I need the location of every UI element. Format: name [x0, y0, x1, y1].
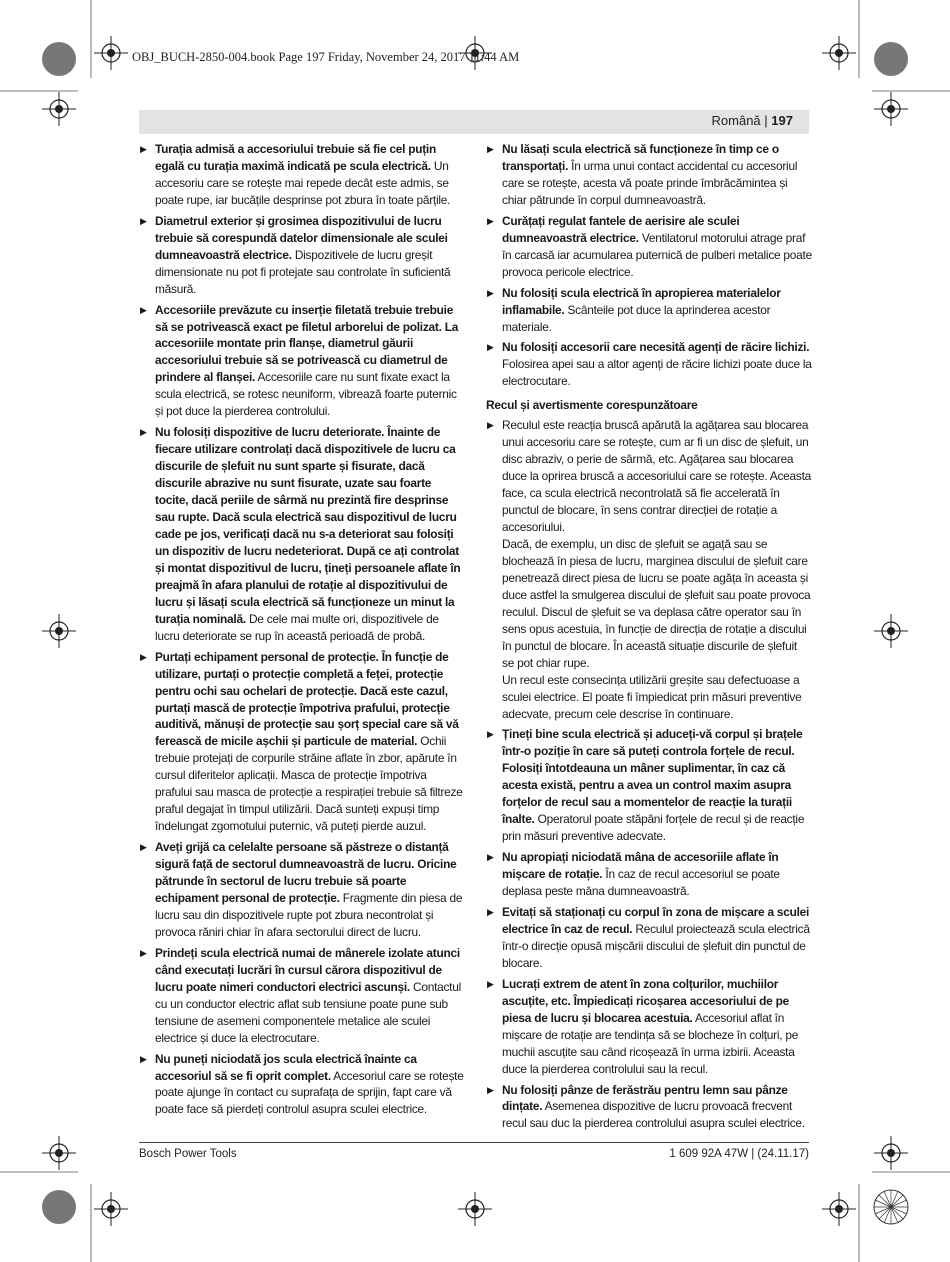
header-separator: |: [764, 113, 768, 128]
warning-item: ▶ Accesoriile prevăzute cu inserție filetată trebuie trebuie să se potrivească exact pe filetul arborelui de polizat. La accesoriile montate prin flanșe, diametrul găurii accesoriului trebuie să se potrivească cu diametrul de prindere al flanșei. Accesoriile care nu sunt fixate exact la scula electrică, se rotesc neuniform, vibrează foarte puternic și pot duce la pierderea controlului.: [140, 302, 459, 419]
right-column: [486, 141, 812, 1136]
warning-item: ▶ Curățați regulat fantele de aerisire ale sculei dumneavoastră electrice. Ventilatorul motorului atrage praf în carcasă iar acumularea puternică de pulberi metalice poate provoca pericole electrice.: [487, 213, 812, 279]
footer-brand: Bosch Power Tools: [139, 1148, 237, 1160]
recoil-paragraph: Dacă, de exemplu, un disc de șlefuit se agață sau se blochează în piesa de lucru, marginea discului de șlefuit care penetrează direct piesa de lucru se poate agăța în aceasta și duce astfel la smulgerea discului de șlefuit sau poate provoca reculul. Discul de șlefuit se va deplasa către operator sau în sens opus acestuia, în funcție de direcția de rotație a discului în punctul de blocare. În această situație discurile de șlefuit se pot chiar rupe.: [502, 536, 811, 670]
warning-item: ▶ Turația admisă a accesoriului trebuie să fie cel puțin egală cu turația maximă indicată pe scula electrică. Un accesoriu care se rotește mai repede decât este admis, se poate rupe, iar bucățile desprinse pot zbura în toate părțile.: [140, 142, 451, 207]
footer-doc-number: 1 609 92A 47W | (24.11.17): [669, 1148, 809, 1160]
bullet-triangle-icon: ▶: [140, 427, 147, 438]
bullet-triangle-icon: ▶: [140, 215, 147, 226]
bullet-triangle-icon: ▶: [487, 852, 494, 863]
recoil-paragraph: Reculul este reacția bruscă apărută la agățarea sau blocarea unui accesoriu care se rotește, cum ar fi un disc de șlefuit, un disc abraziv, o perie de sârmă, etc. Agățarea sau blocarea duce la oprirea bruscă a accesoriului care se rotește. Aceasta face, ca scula electrică necontrolată să fie accelerată în punctul de blocare, în sens contrar direcției de rotație a accesoriului.: [502, 418, 812, 535]
warning-item: ▶ Lucrați extrem de atent în zona colțurilor, muchiilor ascuțite, etc. Împiedicați ricoșarea accesoriului de pe piesa de lucru și blocarea acestuia. Accesoriul aflat în mișcare de rotație are tendința să se blocheze în colțuri, pe muchii ascuțite sau când ricoșează în urma izbirii. Aceasta duce la pierderea controlului sau la recul.: [487, 976, 799, 1076]
bullet-triangle-icon: ▶: [140, 947, 147, 958]
warning-item: ▶ Aveți grijă ca celelalte persoane să păstreze o distanță sigură față de sectorul dumneavoastră de lucru. Oricine pătrunde în sectorul de lucru trebuie să poarte echipament personal de protecție. Fragmente din piesa de lucru sau din dispozitivele rupte pot zbura necontrolat și provoca răniri chiar în afara sectorului direct de lucru.: [140, 840, 463, 939]
bullet-triangle-icon: ▶: [487, 144, 494, 154]
warning-item: ▶ Diametrul exterior și grosimea dispozitivului de lucru trebuie să corespundă datelor dimensionale ale sculei dumneavoastră electrice. Dispozitivele de lucru greșit dimensionate nu pot fi protejate sau controlate în suficientă măsură.: [140, 213, 451, 296]
recoil-intro: [486, 417, 812, 722]
warning-item: ▶ Nu folosiți pânze de ferăstrău pentru lemn sau pânze dințate. Asemenea dispozitive de lucru provoacă frecvent recul sau duc la pierderea controlului asupra sculei electrice.: [487, 1082, 805, 1131]
print-slug-line: OBJ_BUCH-2850-004.book Page 197 Friday, November 24, 2017 11:44 AM: [132, 50, 520, 64]
bullet-triangle-icon: ▶: [487, 215, 494, 226]
warning-item: ▶ Nu folosiți dispozitive de lucru deteriorate. Înainte de fiecare utilizare controlați dacă dispozitivele de lucru ca discurile de șlefuit nu sunt sparte și fisurate, dacă discurile abrazive nu sunt fisurate, uzate sau foarte tocite, dacă periile de sârmă nu prezintă fire desprinse sau rupte. Dacă scula electrică sau dispozitivul de lucru cade pe jos, verificați dacă nu s-a deteriorat sau folosiți un dispozitiv de lucru nedeteriorat. După ce ați controlat și montat dispozitivul de lucru, țineți persoanele aflate în preajmă în afara planului de rotație al dispozitivului de lucru și lăsați scula electrică să funcționeze un minut la turația nominală. De cele mai multe ori, dispozitivele de lucru deteriorate se rup în această perioadă de probă.: [140, 425, 461, 643]
bullet-triangle-icon: ▶: [140, 304, 147, 315]
section-heading: Recul și avertismente corespunzătoare: [486, 398, 698, 413]
warning-item: ▶ Țineți bine scula electrică și aduceți-vă corpul și brațele într-o poziție în care să puteți controla forțele de recul. Folosiți întotdeauna un mâner suplimentar, în caz că acesta există, pentru a avea un control maxim asupra forțelor de recul sau a momentelor de reacție la turații înalte. Operatorul poate stăpâni forțele de recul și de reacție prin măsuri preventive adecvate.: [487, 727, 805, 844]
bullet-triangle-icon: ▶: [140, 651, 147, 662]
warning-item: ▶ Nu apropiați niciodată mâna de accesoriile aflate în mișcare de rotație. În caz de recul accesoriul se poate deplasa peste mâna dumneavoastră.: [487, 850, 780, 899]
warning-item: ▶ Nu folosiți accesorii care necesită agenți de răcire lichizi. Folosirea apei sau a altor agenți de răcire lichizi poate duce la electrocutare.: [487, 340, 812, 389]
warning-item: ▶ Nu lăsați scula electrică să funcționeze în timp ce o transportați. În urma unui contact accidental cu accesoriul care se rotește, acesta vă poate prinde îmbrăcămintea și chiar pătrunde în corpul dumneavoastră.: [487, 142, 798, 207]
bullet-triangle-icon: ▶: [140, 842, 147, 853]
page-number: 197: [771, 113, 793, 128]
warning-item: ▶ Prindeți scula electrică numai de mânerele izolate atunci când executați lucrări în cursul cărora dispozitivul de lucru poate nimeri conductori electrici ascunși. Contactul cu un conductor electric aflat sub tensiune poate pune sub tensiune de asemeni componentele metalice ale sculei electrice și duce la electrocutare.: [140, 945, 461, 1045]
bullet-triangle-icon: ▶: [487, 1084, 494, 1095]
header-language: Română: [711, 113, 761, 128]
bullet-triangle-icon: ▶: [487, 287, 494, 298]
bullet-triangle-icon: ▶: [140, 144, 147, 154]
warning-item: ▶ Evitați să staționați cu corpul în zona de mișcare a sculei electrice în caz de recul. Reculul proiectează scula electrică într-o direcție opusă mișcării discului de șlefuit din punctul de blocare.: [487, 904, 810, 970]
header-band: [139, 110, 809, 134]
bullet-triangle-icon: ▶: [140, 1053, 147, 1064]
bullet-triangle-icon: ▶: [487, 342, 494, 353]
left-column: [139, 141, 465, 1122]
bullet-triangle-icon: ▶: [487, 420, 494, 431]
warning-item: ▶ Purtați echipament personal de protecție. În funcție de utilizare, purtați o protecție completă a feței, protecție pentru ochi sau ochelari de protecție. Dacă este cazul, purtați mască de protecție împotriva prafului, protecție auditivă, mănuși de protecție sau șorț special care să vă ferească de micile așchii și particule de material. Ochii trebuie protejați de corpurile străine aflate în zbor, apărute în cursul diferitelor aplicații. Masca de protecție împotriva prafului sau masca de protecție a respirației trebuie să filtreze praful degajat în timpul utilizării. Dacă sunteți expuși timp îndelungat zgomotului puternic, vă puteți pierde auzul.: [140, 649, 463, 834]
footer-rule: [139, 1142, 809, 1143]
recoil-paragraph: Un recul este consecința utilizării greșite sau defectuoase a sculei electrice. El poate fi împiedicat prin măsuri preventive adecvate, precum cele descrise în continuare.: [502, 672, 802, 721]
bullet-triangle-icon: ▶: [487, 906, 494, 917]
warning-item: ▶ Nu folosiți scula electrică în apropierea materialelor inflamabile. Scânteile pot duce la aprinderea acestor materiale.: [487, 285, 781, 334]
bullet-triangle-icon: ▶: [487, 729, 494, 740]
bullet-triangle-icon: ▶: [487, 978, 494, 989]
warning-item: ▶ Nu puneți niciodată jos scula electrică înainte ca accesoriul să se fi oprit complet. Accesoriul care se rotește poate ajunge în contact cu suprafața de sprijin, fapt care vă poate face să pierdeți controlul asupra sculei electrice.: [140, 1051, 464, 1117]
running-header: [712, 113, 793, 128]
